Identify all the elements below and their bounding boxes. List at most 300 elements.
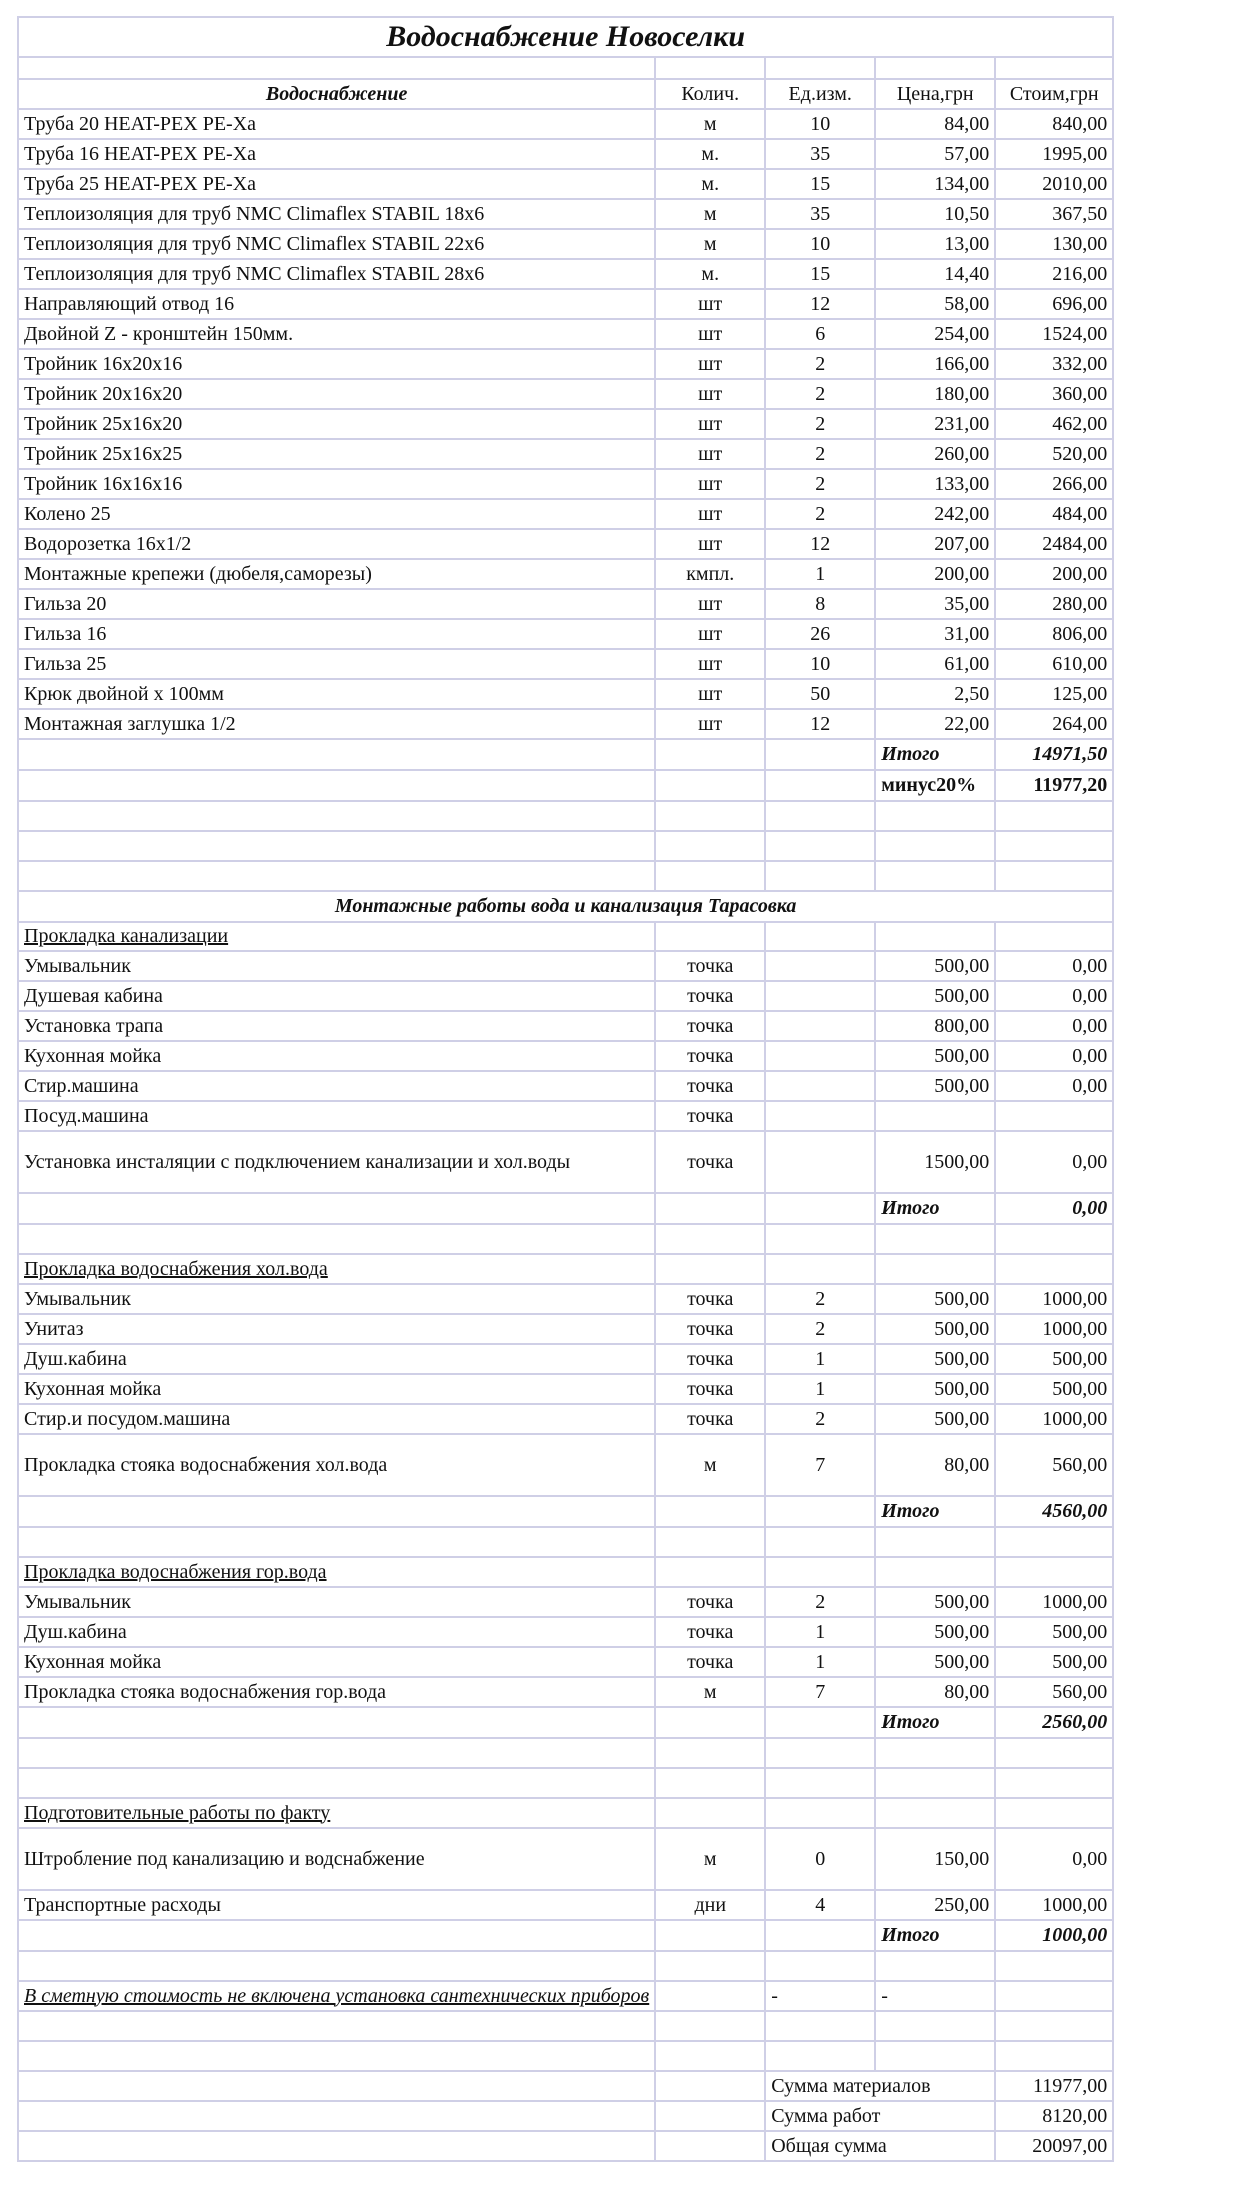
- empty-cell: [995, 2041, 1113, 2071]
- cost-cell: 1000,00: [995, 1587, 1113, 1617]
- qty-cell: 7: [765, 1434, 875, 1496]
- cost-cell: 500,00: [995, 1374, 1113, 1404]
- item-name: Направляющий отвод 16: [18, 289, 655, 319]
- empty-cell: [655, 831, 765, 861]
- cost-cell: 264,00: [995, 709, 1113, 739]
- cost-cell: 0,00: [995, 981, 1113, 1011]
- price-cell: 500,00: [875, 1374, 995, 1404]
- empty-cell: [655, 1951, 765, 1981]
- empty-row: [18, 1768, 1113, 1798]
- empty-cell: [875, 1951, 995, 1981]
- summary-label: Сумма работ: [765, 2101, 995, 2131]
- section-title: Подготовительные работы по факту: [18, 1798, 655, 1828]
- empty-row: [18, 831, 1113, 861]
- section-title-row: [18, 1798, 1113, 1828]
- empty-cell: [655, 1738, 765, 1768]
- qty-cell: 12: [765, 289, 875, 319]
- unit-cell: шт: [655, 679, 765, 709]
- empty-cell: [655, 770, 765, 801]
- empty-cell: [655, 801, 765, 831]
- table-row: [18, 1284, 1113, 1314]
- empty-cell: [655, 1768, 765, 1798]
- cost-cell: 0,00: [995, 1828, 1113, 1890]
- section-title-row: [18, 922, 1113, 951]
- item-name: Штробление под канализацию и водснабжение: [18, 1828, 655, 1890]
- note-text: В сметную стоимость не включена установка сантехнических приборов: [18, 1981, 655, 2011]
- empty-cell: [765, 1920, 875, 1951]
- empty-cell: [18, 2011, 655, 2041]
- header-row: [18, 79, 1113, 109]
- qty-cell: 12: [765, 709, 875, 739]
- cost-cell: 280,00: [995, 589, 1113, 619]
- unit-cell: шт: [655, 379, 765, 409]
- cost-cell: 0,00: [995, 1131, 1113, 1193]
- price-cell: 500,00: [875, 1314, 995, 1344]
- table-row: [18, 229, 1113, 259]
- cost-cell: 266,00: [995, 469, 1113, 499]
- table-row: [18, 379, 1113, 409]
- empty-cell: [18, 861, 655, 891]
- empty-cell: [655, 57, 765, 79]
- qty-cell: 2: [765, 349, 875, 379]
- title-row: [18, 17, 1113, 57]
- unit-cell: дни: [655, 1890, 765, 1920]
- unit-cell: шт: [655, 409, 765, 439]
- cost-cell: 200,00: [995, 559, 1113, 589]
- cost-cell: 367,50: [995, 199, 1113, 229]
- qty-cell: 1: [765, 559, 875, 589]
- item-name: Прокладка стояка водоснабжения гор.вода: [18, 1677, 655, 1707]
- empty-row: [18, 1527, 1113, 1557]
- cost-cell: 216,00: [995, 259, 1113, 289]
- empty-row: [18, 2011, 1113, 2041]
- note-dash: -: [875, 1981, 995, 2011]
- total-row: [18, 1920, 1113, 1951]
- item-name: Двойной Z - кронштейн 150мм.: [18, 319, 655, 349]
- empty-cell: [765, 1707, 875, 1738]
- summary-value: 11977,00: [995, 2071, 1113, 2101]
- price-cell: 57,00: [875, 139, 995, 169]
- item-name: Умывальник: [18, 1284, 655, 1314]
- unit-cell: точка: [655, 951, 765, 981]
- table-row: [18, 589, 1113, 619]
- unit-cell: шт: [655, 529, 765, 559]
- empty-cell: [875, 1254, 995, 1284]
- qty-cell: 2: [765, 1284, 875, 1314]
- table-row: [18, 139, 1113, 169]
- qty-cell: 2: [765, 1314, 875, 1344]
- cost-cell: 806,00: [995, 619, 1113, 649]
- total-value: 0,00: [995, 1193, 1113, 1224]
- empty-cell: [995, 1224, 1113, 1254]
- empty-cell: [655, 1254, 765, 1284]
- empty-cell: [655, 1798, 765, 1828]
- price-cell: 500,00: [875, 1041, 995, 1071]
- cost-cell: 560,00: [995, 1434, 1113, 1496]
- total-label: Итого: [875, 1496, 995, 1527]
- unit-cell: шт: [655, 439, 765, 469]
- price-cell: 500,00: [875, 1284, 995, 1314]
- empty-cell: [875, 831, 995, 861]
- price-cell: 58,00: [875, 289, 995, 319]
- qty-cell: 7: [765, 1677, 875, 1707]
- empty-cell: [18, 739, 655, 770]
- table-row: [18, 169, 1113, 199]
- unit-cell: шт: [655, 619, 765, 649]
- cost-cell: 0,00: [995, 1071, 1113, 1101]
- empty-cell: [765, 1254, 875, 1284]
- item-name: Труба 20 HEAT-PEX PE-Xa: [18, 109, 655, 139]
- table-row: [18, 109, 1113, 139]
- summary-row: [18, 2131, 1113, 2161]
- empty-cell: [995, 831, 1113, 861]
- qty-cell: 1: [765, 1374, 875, 1404]
- unit-cell: точка: [655, 1314, 765, 1344]
- qty-cell: 6: [765, 319, 875, 349]
- item-name: Монтажная заглушка 1/2: [18, 709, 655, 739]
- item-name: Гильза 16: [18, 619, 655, 649]
- table-row: [18, 529, 1113, 559]
- total-row: [18, 1193, 1113, 1224]
- empty-cell: [995, 801, 1113, 831]
- empty-cell: [18, 1527, 655, 1557]
- empty-cell: [18, 2071, 655, 2101]
- column-header: Цена,грн: [875, 79, 995, 109]
- price-cell: 1500,00: [875, 1131, 995, 1193]
- table-row: [18, 1587, 1113, 1617]
- cost-cell: 484,00: [995, 499, 1113, 529]
- table-row: [18, 1071, 1113, 1101]
- unit-cell: точка: [655, 1101, 765, 1131]
- table-row: [18, 349, 1113, 379]
- table-row: [18, 1677, 1113, 1707]
- total-label: Итого: [875, 1707, 995, 1738]
- unit-cell: точка: [655, 1404, 765, 1434]
- total-row: [18, 1707, 1113, 1738]
- price-cell: 166,00: [875, 349, 995, 379]
- unit-cell: точка: [655, 1374, 765, 1404]
- summary-value: 8120,00: [995, 2101, 1113, 2131]
- price-cell: 134,00: [875, 169, 995, 199]
- empty-row: [18, 1738, 1113, 1768]
- discount-row: [18, 770, 1113, 801]
- section-title: Прокладка водоснабжения хол.вода: [18, 1254, 655, 1284]
- empty-cell: [765, 1224, 875, 1254]
- unit-cell: м: [655, 1434, 765, 1496]
- empty-cell: [655, 922, 765, 951]
- qty-cell: 1: [765, 1617, 875, 1647]
- unit-cell: шт: [655, 319, 765, 349]
- price-cell: 500,00: [875, 951, 995, 981]
- item-name: Тройник 25х16х20: [18, 409, 655, 439]
- qty-cell: 15: [765, 169, 875, 199]
- section-title: Прокладка водоснабжения гор.вода: [18, 1557, 655, 1587]
- unit-cell: точка: [655, 1647, 765, 1677]
- unit-cell: шт: [655, 289, 765, 319]
- item-name: Тройник 16х16х16: [18, 469, 655, 499]
- qty-cell: 2: [765, 1404, 875, 1434]
- qty-cell: [765, 1131, 875, 1193]
- qty-cell: 10: [765, 229, 875, 259]
- qty-cell: [765, 1041, 875, 1071]
- empty-cell: [655, 2071, 765, 2101]
- table-row: [18, 619, 1113, 649]
- price-cell: 133,00: [875, 469, 995, 499]
- table-row: [18, 1344, 1113, 1374]
- empty-cell: [655, 1527, 765, 1557]
- price-cell: 10,50: [875, 199, 995, 229]
- table-row: [18, 1890, 1113, 1920]
- empty-cell: [765, 1496, 875, 1527]
- qty-cell: [765, 951, 875, 981]
- cost-cell: 560,00: [995, 1677, 1113, 1707]
- item-name: Умывальник: [18, 1587, 655, 1617]
- price-cell: 200,00: [875, 559, 995, 589]
- empty-cell: [655, 2101, 765, 2131]
- empty-cell: [875, 1798, 995, 1828]
- unit-cell: точка: [655, 1617, 765, 1647]
- item-name: Теплоизоляция для труб NMC Climaflex STABIL 22х6: [18, 229, 655, 259]
- cost-cell: 2484,00: [995, 529, 1113, 559]
- empty-cell: [765, 861, 875, 891]
- price-cell: 31,00: [875, 619, 995, 649]
- item-name: Кухонная мойка: [18, 1041, 655, 1071]
- item-name: Установка трапа: [18, 1011, 655, 1041]
- empty-cell: [18, 1920, 655, 1951]
- item-name: Теплоизоляция для труб NMC Climaflex STABIL 28х6: [18, 259, 655, 289]
- cost-cell: 0,00: [995, 1011, 1113, 1041]
- item-name: Душ.кабина: [18, 1344, 655, 1374]
- empty-cell: [995, 861, 1113, 891]
- cost-cell: 1995,00: [995, 139, 1113, 169]
- cost-cell: 1000,00: [995, 1890, 1113, 1920]
- empty-cell: [655, 1224, 765, 1254]
- empty-cell: [655, 1193, 765, 1224]
- table-row: [18, 649, 1113, 679]
- price-cell: 2,50: [875, 679, 995, 709]
- price-cell: 207,00: [875, 529, 995, 559]
- empty-cell: [655, 1981, 765, 2011]
- qty-cell: 10: [765, 109, 875, 139]
- item-name: Колено 25: [18, 499, 655, 529]
- qty-cell: 2: [765, 379, 875, 409]
- unit-cell: точка: [655, 1131, 765, 1193]
- unit-cell: м: [655, 229, 765, 259]
- unit-cell: точка: [655, 981, 765, 1011]
- empty-cell: [875, 1224, 995, 1254]
- cost-cell: 332,00: [995, 349, 1113, 379]
- qty-cell: 15: [765, 259, 875, 289]
- qty-cell: 1: [765, 1647, 875, 1677]
- table-row: [18, 709, 1113, 739]
- empty-cell: [995, 1981, 1113, 2011]
- unit-cell: м: [655, 109, 765, 139]
- price-cell: 14,40: [875, 259, 995, 289]
- empty-cell: [18, 831, 655, 861]
- unit-cell: точка: [655, 1284, 765, 1314]
- empty-cell: [995, 1738, 1113, 1768]
- qty-cell: 35: [765, 199, 875, 229]
- table-row: [18, 499, 1113, 529]
- qty-cell: 2: [765, 439, 875, 469]
- empty-cell: [995, 2011, 1113, 2041]
- empty-cell: [875, 1557, 995, 1587]
- empty-cell: [765, 801, 875, 831]
- price-cell: 150,00: [875, 1828, 995, 1890]
- cost-cell: 0,00: [995, 1041, 1113, 1071]
- item-name: Кухонная мойка: [18, 1647, 655, 1677]
- price-cell: 500,00: [875, 981, 995, 1011]
- price-cell: 500,00: [875, 1587, 995, 1617]
- table-row: [18, 1314, 1113, 1344]
- table-row: [18, 951, 1113, 981]
- unit-cell: м: [655, 1828, 765, 1890]
- qty-cell: 2: [765, 1587, 875, 1617]
- empty-cell: [765, 831, 875, 861]
- empty-cell: [18, 770, 655, 801]
- empty-row: [18, 861, 1113, 891]
- price-cell: 260,00: [875, 439, 995, 469]
- empty-cell: [765, 2041, 875, 2071]
- price-cell: 61,00: [875, 649, 995, 679]
- empty-cell: [995, 1557, 1113, 1587]
- item-name: Посуд.машина: [18, 1101, 655, 1131]
- empty-cell: [765, 1557, 875, 1587]
- table-row: [18, 319, 1113, 349]
- total-label: Итого: [875, 1920, 995, 1951]
- price-cell: 500,00: [875, 1344, 995, 1374]
- item-name: Теплоизоляция для труб NMC Climaflex STABIL 18х6: [18, 199, 655, 229]
- item-name: Труба 16 HEAT-PEX PE-Xa: [18, 139, 655, 169]
- price-cell: 13,00: [875, 229, 995, 259]
- table-row: [18, 469, 1113, 499]
- item-name: Стир.и посудом.машина: [18, 1404, 655, 1434]
- empty-cell: [875, 2041, 995, 2071]
- cost-cell: 360,00: [995, 379, 1113, 409]
- unit-cell: шт: [655, 469, 765, 499]
- empty-cell: [765, 1798, 875, 1828]
- table-row: [18, 199, 1113, 229]
- empty-cell: [875, 57, 995, 79]
- price-cell: 500,00: [875, 1617, 995, 1647]
- item-name: Прокладка стояка водоснабжения хол.вода: [18, 1434, 655, 1496]
- empty-cell: [18, 1707, 655, 1738]
- total-value: 4560,00: [995, 1496, 1113, 1527]
- summary-label: Общая сумма: [765, 2131, 995, 2161]
- cost-cell: 500,00: [995, 1647, 1113, 1677]
- empty-cell: [765, 739, 875, 770]
- price-cell: 250,00: [875, 1890, 995, 1920]
- empty-cell: [765, 922, 875, 951]
- price-cell: 180,00: [875, 379, 995, 409]
- empty-cell: [765, 1738, 875, 1768]
- item-name: Тройник 16х20х16: [18, 349, 655, 379]
- cost-cell: 462,00: [995, 409, 1113, 439]
- empty-cell: [765, 1768, 875, 1798]
- qty-cell: 10: [765, 649, 875, 679]
- empty-cell: [875, 922, 995, 951]
- price-cell: 80,00: [875, 1434, 995, 1496]
- table-row: [18, 439, 1113, 469]
- estimate-table: [17, 16, 1114, 2162]
- summary-row: [18, 2071, 1113, 2101]
- item-name: Умывальник: [18, 951, 655, 981]
- item-name: Тройник 25х16х25: [18, 439, 655, 469]
- cost-cell: 500,00: [995, 1344, 1113, 1374]
- empty-cell: [18, 2131, 655, 2161]
- empty-row: [18, 1224, 1113, 1254]
- empty-cell: [18, 1224, 655, 1254]
- table-row: [18, 1828, 1113, 1890]
- unit-cell: точка: [655, 1587, 765, 1617]
- qty-cell: 26: [765, 619, 875, 649]
- empty-cell: [875, 1768, 995, 1798]
- item-name: Водорозетка 16х1/2: [18, 529, 655, 559]
- summary-row: [18, 2101, 1113, 2131]
- price-cell: 500,00: [875, 1647, 995, 1677]
- empty-cell: [18, 801, 655, 831]
- empty-cell: [18, 1193, 655, 1224]
- empty-cell: [875, 801, 995, 831]
- discount-value: 11977,20: [995, 770, 1113, 801]
- table-row: [18, 1101, 1113, 1131]
- qty-cell: 8: [765, 589, 875, 619]
- item-name: Тройник 20х16х20: [18, 379, 655, 409]
- empty-cell: [765, 770, 875, 801]
- total-value: 2560,00: [995, 1707, 1113, 1738]
- qty-cell: 50: [765, 679, 875, 709]
- empty-cell: [18, 1738, 655, 1768]
- table-row: [18, 1647, 1113, 1677]
- table-row: [18, 981, 1113, 1011]
- summary-label: Сумма материалов: [765, 2071, 995, 2101]
- section-title-row: [18, 1254, 1113, 1284]
- price-cell: 500,00: [875, 1071, 995, 1101]
- item-name: Душ.кабина: [18, 1617, 655, 1647]
- empty-row: [18, 57, 1113, 79]
- qty-cell: 0: [765, 1828, 875, 1890]
- qty-cell: 35: [765, 139, 875, 169]
- item-name: Труба 25 HEAT-PEX PE-Xa: [18, 169, 655, 199]
- price-cell: [875, 1101, 995, 1131]
- qty-cell: 12: [765, 529, 875, 559]
- qty-cell: [765, 1071, 875, 1101]
- price-cell: 80,00: [875, 1677, 995, 1707]
- section-title: Прокладка канализации: [18, 922, 655, 951]
- empty-cell: [655, 2041, 765, 2071]
- empty-cell: [655, 1920, 765, 1951]
- table-row: [18, 1434, 1113, 1496]
- qty-cell: [765, 1011, 875, 1041]
- table-row: [18, 409, 1113, 439]
- empty-cell: [655, 739, 765, 770]
- empty-cell: [875, 1738, 995, 1768]
- empty-cell: [995, 922, 1113, 951]
- unit-cell: кмпл.: [655, 559, 765, 589]
- total-label: Итого: [875, 1193, 995, 1224]
- empty-cell: [18, 1951, 655, 1981]
- price-cell: 22,00: [875, 709, 995, 739]
- empty-cell: [18, 2101, 655, 2131]
- table-row: [18, 1041, 1113, 1071]
- unit-cell: шт: [655, 649, 765, 679]
- empty-cell: [18, 1768, 655, 1798]
- empty-cell: [765, 57, 875, 79]
- unit-cell: точка: [655, 1041, 765, 1071]
- cost-cell: 130,00: [995, 229, 1113, 259]
- cost-cell: 1000,00: [995, 1314, 1113, 1344]
- empty-cell: [875, 2011, 995, 2041]
